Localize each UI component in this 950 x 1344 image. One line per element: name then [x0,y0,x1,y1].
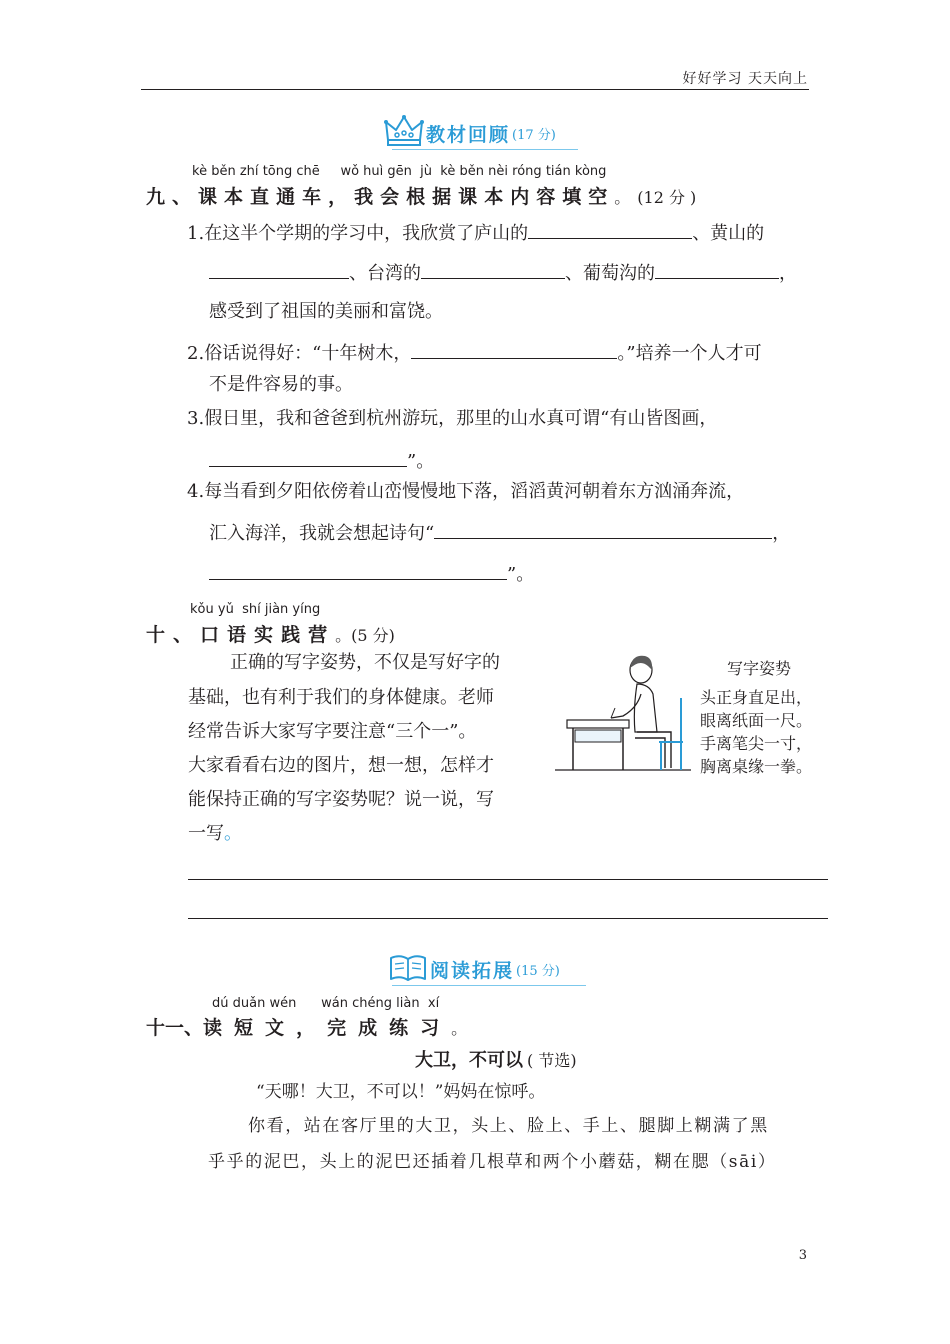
q10-line: 大家看看右边的图片，想一想，怎样才 [188,755,494,776]
title-char: 践 [281,624,309,646]
end-dot: 。 [224,823,242,844]
title-char: 完 [327,1017,359,1039]
q10-line-last [188,822,242,846]
answer-blank[interactable] [421,260,565,279]
title-char: 营 [308,624,336,646]
title-end: 。 [335,626,352,645]
title-char: 短 [234,1017,266,1039]
pinyin: chē [296,164,320,179]
pinyin: kǒu [190,602,214,617]
answer-blank[interactable] [434,520,772,539]
pinyin: yǔ [217,602,234,617]
answer-blank[interactable] [411,340,617,359]
crown-icon [384,114,424,148]
pinyin: zhí [239,164,259,179]
question-number: 十、 [146,624,201,646]
title-char: 课 [458,186,485,208]
question-score: (5 分) [351,626,395,645]
pinyin: běn [211,164,236,179]
pinyin: běn [459,164,485,179]
q9-title [146,182,696,209]
item-number: 4. [187,481,205,502]
title-char: 文 [265,1017,297,1039]
q10-line: 一写 [188,823,224,844]
q10-line: 基础，也有利于我们的身体健康。老师 [188,687,494,708]
answer-blank[interactable] [209,260,349,279]
pinyin: xí [427,996,440,1011]
title-char: 语 [227,624,255,646]
item-text: 。”培养一个人才可 [617,343,762,364]
answer-blank[interactable] [528,220,692,239]
pinyin: yíng [292,602,321,617]
section-banner-reading [388,950,560,984]
title-char: ， [328,186,355,208]
header-slogan: 好好学习 天天向上 [682,71,808,87]
q9-item-3-line-2 [209,448,434,474]
item-number: 2. [187,343,205,364]
title-char: 根 [406,186,433,208]
item-text: 在这半个学期的学习中，我欣赏了庐山的 [204,223,529,244]
title-char: 车 [302,186,329,208]
q9-item-2-line-2: 不是件容易的事。 [209,374,353,395]
title-char: 习 [420,1017,452,1039]
q9-item-1-line-3: 感受到了祖国的美丽和富饶。 [209,301,443,322]
pinyin: róng [512,164,542,179]
pinyin: tián [545,164,571,179]
section-points: (17 分) [512,128,556,143]
title-char: 直 [250,186,277,208]
item-text: 汇入海洋，我就会想起诗句“ [209,523,435,544]
posture-poem-line: 头正身直足出， [700,688,813,707]
pinyin: shí [242,602,261,617]
item-text: 俗话说得好：“十年树木， [204,343,412,364]
posture-poem-title: 写字姿势 [727,659,792,678]
section-banner-review [384,114,556,148]
page-number: 3 [798,1248,807,1263]
section-points: (15 分) [516,964,560,979]
banner-underline [392,985,586,986]
question-score: (12 分 ) [637,188,697,207]
pinyin: tōng [262,164,293,179]
item-text: 、黄山的 [692,223,765,244]
passage-paragraph: 你看，站在客厅里的大卫，头上、脸上、手上、腿脚上糊满了黑 [248,1116,769,1136]
item-text: 、台湾的 [349,263,421,284]
item-text: ， [772,523,791,544]
item-text: 、葡萄沟的 [565,263,655,284]
item-text: 每当看到夕阳依傍着山峦慢慢地下落，滔滔黄河朝着东方汹涌奔流， [204,481,745,502]
title-char: 实 [254,624,282,646]
item-text: ， [779,263,797,284]
answer-blank[interactable] [209,561,507,580]
title-char: 读 [203,1017,235,1039]
q10-line: 正确的写字姿势，不仅是写好字的 [230,652,500,673]
title-char: 口 [200,624,228,646]
title-char: 成 [358,1017,390,1039]
title-char: 练 [389,1017,421,1039]
pinyin: kè [192,164,208,179]
q9-item-4-line-2 [209,520,790,546]
title-char: 据 [432,186,459,208]
pinyin: jiàn [264,602,289,617]
passage-note: ( 节选) [527,1051,577,1070]
title-char: 本 [484,186,511,208]
writing-posture-illustration [553,650,693,774]
q10-line: 能保持正确的写字姿势呢？说一说，写 [188,789,494,810]
book-icon [388,950,428,984]
q9-item-4-line-1 [187,480,744,504]
title-end: 。 [451,1019,468,1038]
title-char: 我 [354,186,381,208]
passage-paragraph: 乎乎的泥巴，头上的泥巴还插着几根草和两个小蘑菇，糊在腮（sāi） [208,1152,777,1172]
pinyin: duǎn [232,996,266,1011]
pinyin: huì [363,164,384,179]
title-char: 内 [510,186,537,208]
question-number: 九、 [146,186,199,208]
item-text: ”。 [407,451,435,472]
answer-blank[interactable] [209,448,407,467]
passage-heading [415,1046,577,1072]
pinyin: chéng [352,996,393,1011]
q10-pinyin [190,602,320,617]
pinyin: kè [440,164,456,179]
pinyin: liàn [396,996,420,1011]
pinyin: nèi [488,164,509,179]
pinyin: dú [212,996,229,1011]
q9-item-1-line-1 [187,220,764,246]
title-char: 通 [276,186,303,208]
item-number: 3. [187,408,205,429]
pinyin: gēn [387,164,412,179]
answer-blank[interactable] [655,260,779,279]
title-char: 填 [562,186,589,208]
pinyin: wán [321,996,348,1011]
q10-title [146,620,395,647]
posture-poem-line: 手离笔尖一寸， [700,734,813,753]
title-char: 本 [224,186,251,208]
q10-line: 经常告诉大家写字要注意“三个一”。 [188,721,477,742]
item-text: ”。 [507,564,535,585]
q9-item-1-line-2 [209,260,797,286]
passage-paragraph: “天哪！大卫，不可以！”妈妈在惊呼。 [256,1082,546,1102]
pinyin: wén [269,996,297,1011]
q9-item-3-line-1 [187,407,717,431]
banner-underline [392,149,578,150]
q11-title [146,1013,467,1040]
item-text: 假日里，我和爸爸到杭州游玩，那里的山水真可谓“有山皆图画， [204,408,718,429]
writing-line[interactable] [188,918,828,919]
writing-line[interactable] [188,879,828,880]
pinyin: jù [420,164,433,179]
q9-item-2-line-1 [187,340,762,366]
title-end: 。 [614,188,638,207]
q9-item-4-line-3 [209,561,534,587]
item-number: 1. [187,223,205,244]
section-title: 阅读拓展 [430,960,515,982]
title-char: 课 [198,186,225,208]
question-number: 十一、 [146,1017,204,1039]
title-char: 容 [536,186,563,208]
pinyin: wǒ [340,164,360,179]
section-title: 教材回顾 [426,124,511,146]
title-char: 会 [380,186,407,208]
posture-poem-line: 眼离纸面一尺。 [700,711,813,730]
title-char: 空 [588,186,615,208]
q11-pinyin [212,996,439,1011]
posture-poem-line: 胸离桌缘一拳。 [700,757,813,776]
header-rule [141,89,809,90]
passage-title: 大卫，不可以 [415,1050,523,1071]
pinyin: kòng [574,164,607,179]
q9-pinyin [192,164,606,179]
title-char: ， [296,1017,328,1039]
